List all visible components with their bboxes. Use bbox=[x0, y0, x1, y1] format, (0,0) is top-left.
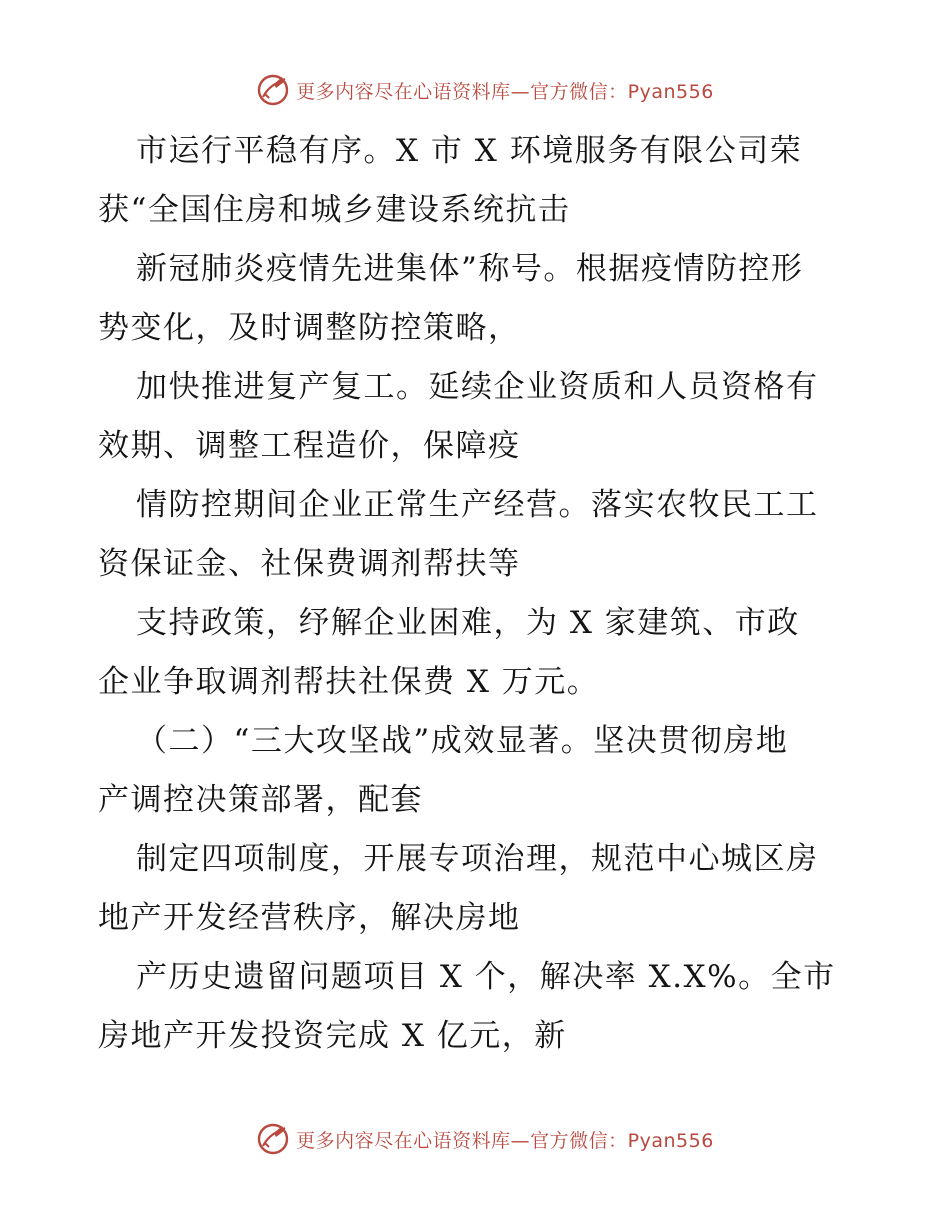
watermark-group bbox=[256, 1122, 714, 1156]
text-line: 产历史遗留问题项目 X 个，解决率 X.X%。全市 bbox=[136, 959, 836, 995]
text-line: （二）“三大攻坚战”成效显著。坚决贯彻房地 bbox=[136, 723, 789, 759]
text-line: 产调控决策部署，配套 bbox=[98, 782, 423, 818]
pen-logo-icon bbox=[256, 1122, 290, 1156]
text-line: 房地产开发投资完成 X 亿元，新 bbox=[98, 1018, 567, 1054]
pen-logo-icon bbox=[256, 73, 290, 107]
watermark-text: 更多内容尽在心语资料库—官方微信：Pyan556 bbox=[296, 1129, 714, 1152]
text-line: 势变化，及时调整防控策略， bbox=[98, 310, 521, 346]
document-body bbox=[98, 122, 858, 1066]
text-line: 企业争取调剂帮扶社保费 X 万元。 bbox=[98, 664, 600, 700]
watermark-text: 更多内容尽在心语资料库—官方微信：Pyan556 bbox=[296, 80, 714, 103]
text-line: 加快推进复产复工。延续企业资质和人员资格有 bbox=[136, 369, 819, 405]
text-line: 效期、调整工程造价，保障疫 bbox=[98, 428, 521, 464]
text-line: 获“全国住房和城乡建设系统抗击 bbox=[98, 192, 571, 228]
text-line: 市运行平稳有序。X 市 X 环境服务有限公司荣 bbox=[136, 133, 803, 169]
text-line: 新冠肺炎疫情先进集体”称号。根据疫情防控形 bbox=[136, 251, 804, 287]
footer-watermark bbox=[0, 1119, 950, 1159]
text-line: 制定四项制度，开展专项治理，规范中心城区房 bbox=[136, 841, 819, 877]
text-line: 情防控期间企业正常生产经营。落实农牧民工工 bbox=[136, 487, 819, 523]
header-watermark bbox=[0, 70, 950, 110]
text-line: 地产开发经营秩序，解决房地 bbox=[98, 900, 521, 936]
text-line: 资保证金、社保费调剂帮扶等 bbox=[98, 546, 521, 582]
watermark-group bbox=[256, 73, 714, 107]
text-line: 支持政策，纾解企业困难，为 X 家建筑、市政 bbox=[136, 605, 800, 641]
